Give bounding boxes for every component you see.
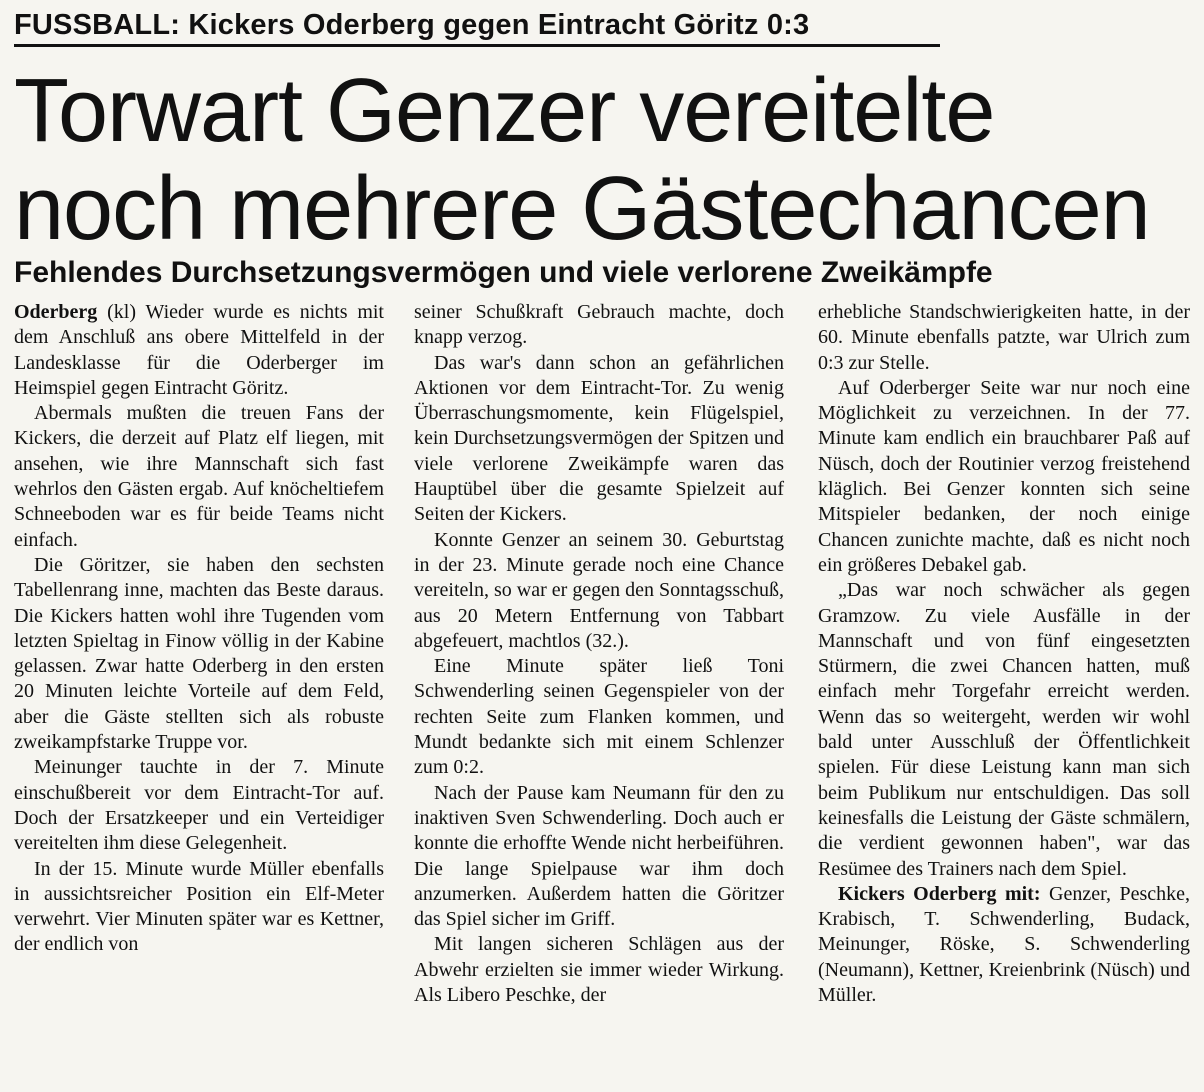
paragraph: Die Göritzer, sie haben den sechsten Tabellenrang inne, machten das Beste daraus. Die Kickers hatten wohl ihre Tugenden vom letzten Spieltag in Finow völlig in der Kabine gelassen. Zwar hatte Oderberg in den ersten 20 Minuten leichte Vorteile auf dem Feld, aber die Gäste stellten sich als robuste zweikampfstarke Truppe vor. <box>14 553 384 754</box>
paragraph-text: (kl) Wieder wurde es nichts mit dem Anschluß ans obere Mittelfeld in der Landesklasse für die Oderberger im Heimspiel gegen Eintracht Göritz. <box>14 301 384 399</box>
paragraph: Das war's dann schon an gefährlichen Aktionen vor dem Eintracht-Tor. Zu wenig Überraschungsmomente, kein Flügelspiel, kein Durchsetzungsvermögen der Spitzen und viele verlorene Zweikämpfe waren das Hauptübel über die gesamte Spielzeit auf Seiten der Kickers. <box>414 351 784 526</box>
article-body <box>14 300 1194 1090</box>
paragraph: Abermals mußten die treuen Fans der Kickers, die derzeit auf Platz elf liegen, mit ansehen, wie ihre Mannschaft sich fast wehrlos den Gästen ergab. Auf knöcheltiefem Schneeboden war es für beide Teams nicht einfach. <box>14 402 384 551</box>
article-headline <box>14 62 1150 258</box>
paragraph <box>14 300 384 401</box>
kicker-underline <box>14 44 940 47</box>
paragraph: In der 15. Minute wurde Müller ebenfalls in aussichtsreicher Position ein Elf-Meter verwehrt. Vier Minuten später war es Kettner, der endlich von <box>14 857 384 956</box>
dateline: Oderberg <box>14 301 98 323</box>
paragraph: Konnte Genzer an seinem 30. Geburtstag in der 23. Minute gerade noch eine Chance vereiteln, so war er gegen den Sonntagsschuß, aus 20 Metern Entfernung von Tabbart abgefeuert, machtlos (32.). <box>414 528 784 652</box>
paragraph: Meinunger tauchte in der 7. Minute einschußbereit vor dem Eintracht-Tor auf. Doch der Ersatzkeeper und ein Verteidiger vereitelten ihm diese Gelegenheit. <box>14 756 384 855</box>
column-1 <box>14 300 384 958</box>
paragraph: Mit langen sicheren Schlägen aus der Abwehr erzielten sie immer wieder Wirkung. Als Libero Peschke, der <box>414 933 784 1007</box>
paragraph: erhebliche Standschwierigkeiten hatte, in der 60. Minute ebenfalls patzte, war Ulrich zum 0:3 zur Stelle. <box>818 301 1190 374</box>
lineup-paragraph <box>818 882 1190 1008</box>
lineup-text: Genzer, Peschke, Krabisch, T. Schwenderling, Budack, Meinunger, Röske, S. Schwenderling (Neumann), Kettner, Kreienbrink (Nüsch) und Müller. <box>818 882 1190 1007</box>
paragraph: Eine Minute später ließ Toni Schwenderling seinen Gegenspieler von der rechten Seite zum Flanken kommen, und Mundt bedankte sich mit einem Schlenzer zum 0:2. <box>414 655 784 779</box>
paragraph: „Das war noch schwächer als gegen Gramzow. Zu viele Ausfälle in der Mannschaft und von fünf eingesetzten Stürmern, die zwei Chancen hatten, muß einfach mehr Torgefahr erreicht werden. Wenn das so weitergeht, werden wir wohl bald unter Ausschluß der Öffentlichkeit spielen. Für diese Leistung kann man sich beim Publikum nur entschuldigen. Das soll keinesfalls die Leistung der Gäste schmälern, die verdient gewonnen haben", war das Resümee des Trainers nach dem Spiel. <box>818 579 1190 880</box>
headline-line-2: noch mehrere Gästechancen <box>14 159 1150 259</box>
article-kicker: FUSSBALL: Kickers Oderberg gegen Eintracht Göritz 0:3 <box>14 9 810 41</box>
article-subheadline: Fehlendes Durchsetzungsvermögen und viele verlorene Zweikämpfe <box>14 256 993 289</box>
column-3 <box>818 300 1190 1008</box>
paragraph: Auf Oderberger Seite war nur noch eine Möglichkeit zu verzeichnen. In der 77. Minute kam endlich ein brauchbarer Paß auf Nüsch, doch der Routinier verzog freistehend kläglich. Bei Genzer konnten sich seine Mitspieler bedanken, der noch einige Chancen zunichte machte, daß es nicht noch ein größeres Debakel gab. <box>818 376 1190 576</box>
paragraph: seiner Schußkraft Gebrauch machte, doch knapp verzog. <box>414 301 784 349</box>
headline-line-1: Torwart Genzer vereitelte <box>14 61 995 161</box>
paragraph: Nach der Pause kam Neumann für den zu inaktiven Sven Schwenderling. Doch auch er konnte die erhoffte Wende nicht herbeiführen. Die lange Spielpause war ihm doch anzumerken. Außerdem hatten die Göritzer das Spiel sicher im Griff. <box>414 781 784 931</box>
column-2 <box>414 300 784 1008</box>
lineup-label: Kickers Oderberg mit: <box>838 882 1041 905</box>
